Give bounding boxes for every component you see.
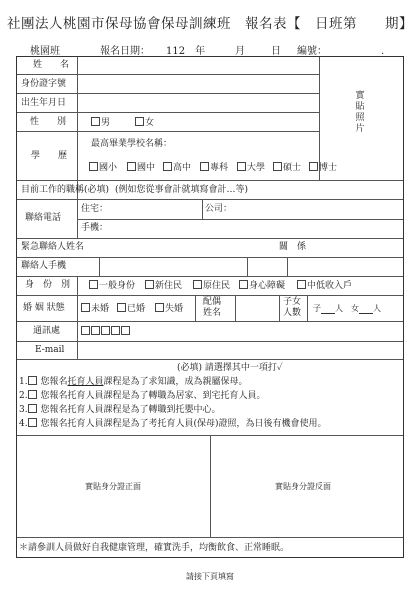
gender-female-option[interactable]: 女 [135,117,154,129]
phone-label: 聯絡電話 [25,213,62,223]
date-label: 報名日期： [100,46,150,57]
emergency-name-label: 緊急聯絡人姓名 [21,242,85,252]
checkbox-icon [117,303,126,312]
id-number-input[interactable] [79,78,317,92]
checkbox-icon [163,162,172,171]
checkbox-icon [127,162,136,171]
class-name: 桃園班 [30,46,60,57]
spouse-label: 配偶 [203,297,222,307]
date-year: 112 年 [166,46,206,57]
job-title-hint[interactable]: (例如您從事會計就填寫會計…等) [115,185,249,195]
identity-option[interactable]: 中低收入戶 [297,280,352,292]
date-month: 月 [235,46,245,57]
checkbox-icon [239,280,248,289]
checkbox-icon [193,280,202,289]
id-back-area[interactable]: 實貼身分證反面 [275,482,331,491]
registration-number[interactable] [297,42,384,57]
emergency-mobile-label: 聯絡人手機 [21,261,67,271]
identity-option[interactable]: 原住民 [193,280,230,292]
marital-option[interactable]: 已婚 [117,303,145,315]
registration-form [16,56,404,558]
form-title: 社團法人桃園市保母協會保母訓練班 報名表【 日班第 期】 [7,16,413,32]
checkbox-icon [111,326,120,335]
checkbox-icon [81,326,90,335]
marital-option[interactable]: 未婚 [81,303,109,315]
continue-note: 請接下頁填寫 [186,572,234,581]
identity-option[interactable]: 一般身份 [89,280,135,292]
checkbox-icon [309,162,318,171]
birthdate-label: 出生年月日 [21,98,67,108]
checkbox-icon [89,280,98,289]
checkbox-icon [91,117,100,126]
children-count[interactable]: 子 人 女 人 [313,304,381,313]
email-label: E-mail [35,345,65,355]
relation-label: 關 係 [279,242,307,252]
edu-option[interactable]: 大學 [237,162,265,174]
edu-option[interactable]: 國小 [89,162,117,174]
checkbox-icon [237,162,246,171]
edu-option[interactable]: 國中 [127,162,155,174]
postal-code-boxes[interactable] [81,326,131,338]
home-phone-field[interactable]: 住宅： [81,204,109,214]
purpose-option-4[interactable]: 4. 您報名托育人員課程是為了考托育人員(保母)證照，為日後有機會使用。 [19,419,327,429]
edu-option[interactable]: 高中 [163,162,191,174]
checkbox-icon [297,280,306,289]
address-label: 通訊處 [33,326,61,336]
checkbox-icon [135,117,144,126]
id-front-area[interactable]: 實貼身分證正面 [85,482,141,491]
gender-male-option[interactable]: 男 [91,117,110,129]
checkbox-icon [91,326,100,335]
checkbox-icon [89,162,98,171]
gender-label: 性 別 [30,117,67,127]
checkbox-icon [145,280,154,289]
checkbox-icon [28,376,37,385]
identity-option[interactable]: 新住民 [145,280,182,292]
edu-option[interactable]: 博士 [309,162,337,174]
purpose-option-2[interactable]: 2. 您報名托育人員課程是為了轉職為居家、到宅托育人員。 [19,391,266,401]
checkbox-icon [155,303,164,312]
checkbox-icon [28,418,37,427]
number-label: 編號： [297,46,327,57]
health-note: ＊請參訓人員做好自我健康管理，確實洗手，均衡飲食、正常睡眠。 [19,543,290,553]
identity-option[interactable]: 身心障礙 [239,280,285,292]
purpose-heading: (必填) 請選擇其中一項打✓ [177,363,283,373]
checkbox-icon [273,162,282,171]
spouse-label: 姓名 [203,308,222,318]
checkbox-icon [200,162,209,171]
children-label: 子女 [283,297,302,307]
checkbox-icon [101,326,110,335]
children-label: 人數 [283,308,302,318]
marital-label: 婚 姻 狀態 [23,303,65,313]
job-title-label: 目前工作的職稱(必填) [21,185,110,195]
edu-option[interactable]: 專科 [200,162,228,174]
date-day: 日 [271,46,281,57]
checkbox-icon [28,390,37,399]
identity-label: 身 份 別 [25,280,71,290]
marital-option[interactable]: 失婚 [155,303,183,315]
name-label: 姓 名 [33,60,70,70]
education-label: 學 歷 [31,151,68,161]
checkbox-icon [28,404,37,413]
name-input[interactable] [79,59,317,73]
office-phone-field[interactable]: 公司： [205,204,233,214]
id-number-label: 身份證字號 [21,79,67,89]
birthdate-input[interactable] [79,97,317,111]
edu-option[interactable]: 碩士 [273,162,301,174]
purpose-option-3[interactable]: 3. 您報名托育人員課程是為了轉職到托嬰中心。 [19,405,221,415]
checkbox-icon [81,303,90,312]
mobile-phone-field[interactable]: 手機： [81,223,109,233]
number-end: . [381,46,385,57]
purpose-option-1[interactable]: 1. 您報名托育人員課程是為了求知識，成為親屬保母。 [19,377,248,387]
school-name-field[interactable]: 最高畢業學校名稱： [91,139,173,149]
checkbox-icon [121,326,130,335]
photo-area[interactable]: 實貼照片 [355,91,365,134]
